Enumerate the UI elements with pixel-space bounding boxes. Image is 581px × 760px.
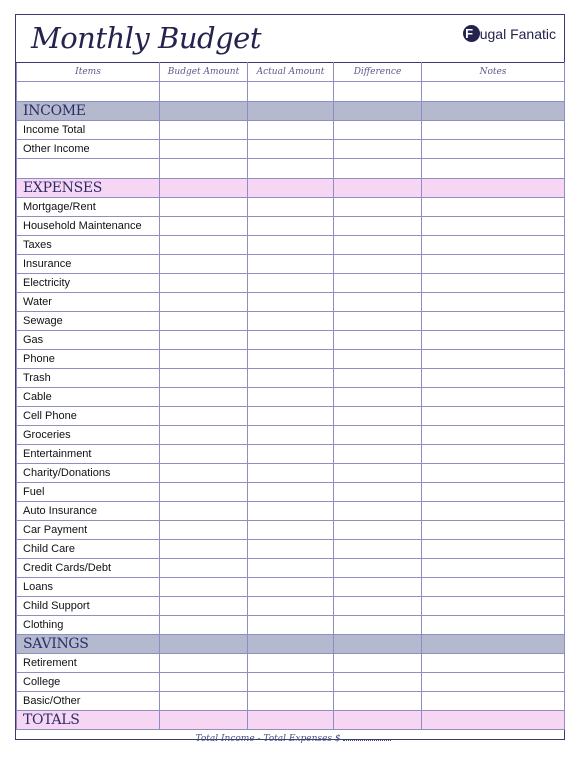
table-row: [17, 388, 565, 407]
budget-amount-cell[interactable]: [160, 540, 248, 559]
difference-cell[interactable]: [334, 540, 422, 559]
budget-table: [16, 62, 565, 748]
notes-cell[interactable]: [422, 426, 565, 445]
table-row: [17, 369, 565, 388]
difference-cell[interactable]: [334, 140, 422, 159]
table-row: [17, 255, 565, 274]
notes-cell[interactable]: [422, 140, 565, 159]
difference-cell[interactable]: [334, 407, 422, 426]
notes-cell[interactable]: [422, 654, 565, 673]
table-row: [17, 578, 565, 597]
actual-amount-cell[interactable]: [248, 559, 334, 578]
difference-cell[interactable]: [334, 217, 422, 236]
item-label: Loans: [17, 578, 160, 597]
difference-cell[interactable]: [334, 331, 422, 350]
budget-amount-cell[interactable]: [160, 445, 248, 464]
actual-amount-cell[interactable]: [248, 502, 334, 521]
difference-cell[interactable]: [334, 597, 422, 616]
table-row: [17, 140, 565, 159]
item-label: Basic/Other: [17, 692, 160, 711]
table-row: [17, 274, 565, 293]
budget-body: [17, 82, 565, 730]
section-row-totals: [17, 711, 565, 730]
budget-amount-cell[interactable]: [160, 673, 248, 692]
section-band-cell: [248, 102, 334, 121]
notes-cell[interactable]: [422, 445, 565, 464]
notes-cell[interactable]: [422, 673, 565, 692]
table-row: [17, 540, 565, 559]
budget-amount-cell[interactable]: [160, 331, 248, 350]
table-row: [17, 293, 565, 312]
budget-amount-cell[interactable]: [160, 388, 248, 407]
difference-cell[interactable]: [334, 121, 422, 140]
item-label: Child Care: [17, 540, 160, 559]
blank-cell: [160, 82, 248, 102]
section-row-savings: [17, 635, 565, 654]
page-title: Monthly Budget: [31, 21, 261, 55]
budget-amount-cell[interactable]: [160, 426, 248, 445]
budget-amount-cell[interactable]: [160, 692, 248, 711]
difference-cell[interactable]: [334, 521, 422, 540]
difference-cell[interactable]: [334, 369, 422, 388]
table-row: [17, 654, 565, 673]
difference-cell[interactable]: [334, 616, 422, 635]
notes-cell[interactable]: [422, 502, 565, 521]
section-band-cell: [160, 102, 248, 121]
difference-cell[interactable]: [334, 350, 422, 369]
footer-text: Total Income - Total Expenses $: [195, 734, 341, 744]
footer-amount-line[interactable]: [343, 740, 391, 741]
difference-cell[interactable]: [334, 673, 422, 692]
brand-name: rugal Fanatic: [475, 25, 556, 42]
table-row: [17, 559, 565, 578]
item-label: Income Total: [17, 121, 160, 140]
table-row: [17, 217, 565, 236]
budget-amount-cell[interactable]: [160, 597, 248, 616]
budget-amount-cell[interactable]: [160, 654, 248, 673]
notes-cell[interactable]: [422, 578, 565, 597]
section-band-cell: [422, 635, 565, 654]
actual-amount-cell[interactable]: [248, 140, 334, 159]
item-label: Water: [17, 293, 160, 312]
actual-amount-cell[interactable]: [248, 198, 334, 217]
notes-cell[interactable]: [422, 540, 565, 559]
notes-cell[interactable]: [422, 312, 565, 331]
notes-cell[interactable]: [422, 121, 565, 140]
item-label: Insurance: [17, 255, 160, 274]
table-row: [17, 692, 565, 711]
actual-amount-cell[interactable]: [248, 597, 334, 616]
difference-cell[interactable]: [334, 312, 422, 331]
actual-amount-cell[interactable]: [248, 654, 334, 673]
actual-amount-cell[interactable]: [248, 255, 334, 274]
notes-cell[interactable]: [422, 388, 565, 407]
notes-cell[interactable]: [422, 407, 565, 426]
section-band-cell: [160, 635, 248, 654]
footer-cell: [17, 730, 565, 749]
difference-cell[interactable]: [334, 274, 422, 293]
table-row: [17, 331, 565, 350]
blank-cell: [248, 82, 334, 102]
actual-amount-cell[interactable]: [248, 464, 334, 483]
section-label: SAVINGS: [17, 635, 160, 654]
item-label: Credit Cards/Debt: [17, 559, 160, 578]
blank-cell: [334, 82, 422, 102]
budget-amount-cell[interactable]: [160, 483, 248, 502]
col-header-notes: Notes: [422, 63, 565, 82]
actual-amount-cell[interactable]: [248, 388, 334, 407]
table-row: [17, 350, 565, 369]
section-band-cell: [248, 711, 334, 730]
blank-cell: [17, 82, 160, 102]
item-label: College: [17, 673, 160, 692]
item-label: Taxes: [17, 236, 160, 255]
notes-cell[interactable]: [422, 274, 565, 293]
section-label: EXPENSES: [17, 179, 160, 198]
item-label: Clothing: [17, 616, 160, 635]
item-label: Phone: [17, 350, 160, 369]
table-row: [17, 236, 565, 255]
actual-amount-cell[interactable]: [248, 331, 334, 350]
difference-cell[interactable]: [334, 236, 422, 255]
budget-amount-cell[interactable]: [160, 407, 248, 426]
notes-cell[interactable]: [422, 350, 565, 369]
budget-amount-cell[interactable]: [160, 464, 248, 483]
footer-row: [17, 730, 565, 749]
actual-amount-cell[interactable]: [248, 350, 334, 369]
notes-cell[interactable]: [422, 369, 565, 388]
blank-cell: [248, 159, 334, 179]
item-label: Entertainment: [17, 445, 160, 464]
section-band-cell: [334, 179, 422, 198]
actual-amount-cell[interactable]: [248, 483, 334, 502]
actual-amount-cell[interactable]: [248, 540, 334, 559]
table-row: [17, 445, 565, 464]
blank-cell: [160, 159, 248, 179]
section-band-cell: [248, 635, 334, 654]
item-label: Household Maintenance: [17, 217, 160, 236]
item-label: Trash: [17, 369, 160, 388]
actual-amount-cell[interactable]: [248, 293, 334, 312]
section-band-cell: [422, 179, 565, 198]
difference-cell[interactable]: [334, 445, 422, 464]
actual-amount-cell[interactable]: [248, 274, 334, 293]
table-row: [17, 464, 565, 483]
col-header-difference: Difference: [334, 63, 422, 82]
section-label: TOTALS: [17, 711, 160, 730]
difference-cell[interactable]: [334, 388, 422, 407]
budget-amount-cell[interactable]: [160, 616, 248, 635]
item-label: Groceries: [17, 426, 160, 445]
budget-amount-cell[interactable]: [160, 236, 248, 255]
budget-amount-cell[interactable]: [160, 140, 248, 159]
budget-amount-cell[interactable]: [160, 274, 248, 293]
actual-amount-cell[interactable]: [248, 407, 334, 426]
item-label: Car Payment: [17, 521, 160, 540]
difference-cell[interactable]: [334, 483, 422, 502]
item-label: Child Support: [17, 597, 160, 616]
blank-cell: [17, 159, 160, 179]
actual-amount-cell[interactable]: [248, 445, 334, 464]
actual-amount-cell[interactable]: [248, 616, 334, 635]
item-label: Charity/Donations: [17, 464, 160, 483]
budget-amount-cell[interactable]: [160, 217, 248, 236]
notes-cell[interactable]: [422, 597, 565, 616]
actual-amount-cell[interactable]: [248, 236, 334, 255]
notes-cell[interactable]: [422, 255, 565, 274]
difference-cell[interactable]: [334, 426, 422, 445]
section-band-cell: [422, 102, 565, 121]
budget-amount-cell[interactable]: [160, 350, 248, 369]
notes-cell[interactable]: [422, 217, 565, 236]
table-row: [17, 616, 565, 635]
actual-amount-cell[interactable]: [248, 673, 334, 692]
budget-amount-cell[interactable]: [160, 198, 248, 217]
item-label: Cell Phone: [17, 407, 160, 426]
notes-cell[interactable]: [422, 293, 565, 312]
actual-amount-cell[interactable]: [248, 121, 334, 140]
item-label: Other Income: [17, 140, 160, 159]
notes-cell[interactable]: [422, 331, 565, 350]
table-row: [17, 673, 565, 692]
notes-cell[interactable]: [422, 616, 565, 635]
blank-row: [17, 159, 565, 179]
budget-amount-cell[interactable]: [160, 502, 248, 521]
budget-amount-cell[interactable]: [160, 559, 248, 578]
brand-logo: [463, 25, 556, 42]
section-label: INCOME: [17, 102, 160, 121]
difference-cell[interactable]: [334, 654, 422, 673]
actual-amount-cell[interactable]: [248, 426, 334, 445]
brand-initial: F: [465, 26, 474, 41]
item-label: Gas: [17, 331, 160, 350]
section-band-cell: [160, 711, 248, 730]
section-row-income: [17, 102, 565, 121]
table-row: [17, 597, 565, 616]
difference-cell[interactable]: [334, 255, 422, 274]
notes-cell[interactable]: [422, 559, 565, 578]
section-band-cell: [422, 711, 565, 730]
header-row: [17, 63, 565, 82]
notes-cell[interactable]: [422, 198, 565, 217]
item-label: Auto Insurance: [17, 502, 160, 521]
budget-amount-cell[interactable]: [160, 121, 248, 140]
budget-amount-cell[interactable]: [160, 255, 248, 274]
col-header-items: Items: [17, 63, 160, 82]
col-header-actual: Actual Amount: [248, 63, 334, 82]
item-label: Electricity: [17, 274, 160, 293]
blank-cell: [422, 159, 565, 179]
col-header-budget: Budget Amount: [160, 63, 248, 82]
actual-amount-cell[interactable]: [248, 369, 334, 388]
difference-cell[interactable]: [334, 578, 422, 597]
budget-amount-cell[interactable]: [160, 578, 248, 597]
actual-amount-cell[interactable]: [248, 217, 334, 236]
difference-cell[interactable]: [334, 502, 422, 521]
section-row-expenses: [17, 179, 565, 198]
table-row: [17, 426, 565, 445]
blank-cell: [422, 82, 565, 102]
table-row: [17, 121, 565, 140]
item-label: Sewage: [17, 312, 160, 331]
item-label: Cable: [17, 388, 160, 407]
blank-cell: [334, 159, 422, 179]
section-band-cell: [160, 179, 248, 198]
budget-amount-cell[interactable]: [160, 521, 248, 540]
actual-amount-cell[interactable]: [248, 692, 334, 711]
section-band-cell: [248, 179, 334, 198]
section-band-cell: [334, 102, 422, 121]
table-row: [17, 198, 565, 217]
item-label: Retirement: [17, 654, 160, 673]
difference-cell[interactable]: [334, 692, 422, 711]
item-label: Mortgage/Rent: [17, 198, 160, 217]
notes-cell[interactable]: [422, 692, 565, 711]
section-band-cell: [334, 635, 422, 654]
table-row: [17, 312, 565, 331]
difference-cell[interactable]: [334, 559, 422, 578]
table-row: [17, 502, 565, 521]
difference-cell[interactable]: [334, 198, 422, 217]
difference-cell[interactable]: [334, 293, 422, 312]
budget-sheet: [15, 14, 565, 744]
table-row: [17, 521, 565, 540]
actual-amount-cell[interactable]: [248, 312, 334, 331]
table-row: [17, 483, 565, 502]
actual-amount-cell[interactable]: [248, 521, 334, 540]
table-row: [17, 407, 565, 426]
section-band-cell: [334, 711, 422, 730]
budget-amount-cell[interactable]: [160, 369, 248, 388]
notes-cell[interactable]: [422, 521, 565, 540]
notes-cell[interactable]: [422, 236, 565, 255]
blank-row: [17, 82, 565, 102]
item-label: Fuel: [17, 483, 160, 502]
notes-cell[interactable]: [422, 464, 565, 483]
budget-amount-cell[interactable]: [160, 293, 248, 312]
notes-cell[interactable]: [422, 483, 565, 502]
budget-amount-cell[interactable]: [160, 312, 248, 331]
actual-amount-cell[interactable]: [248, 578, 334, 597]
difference-cell[interactable]: [334, 464, 422, 483]
